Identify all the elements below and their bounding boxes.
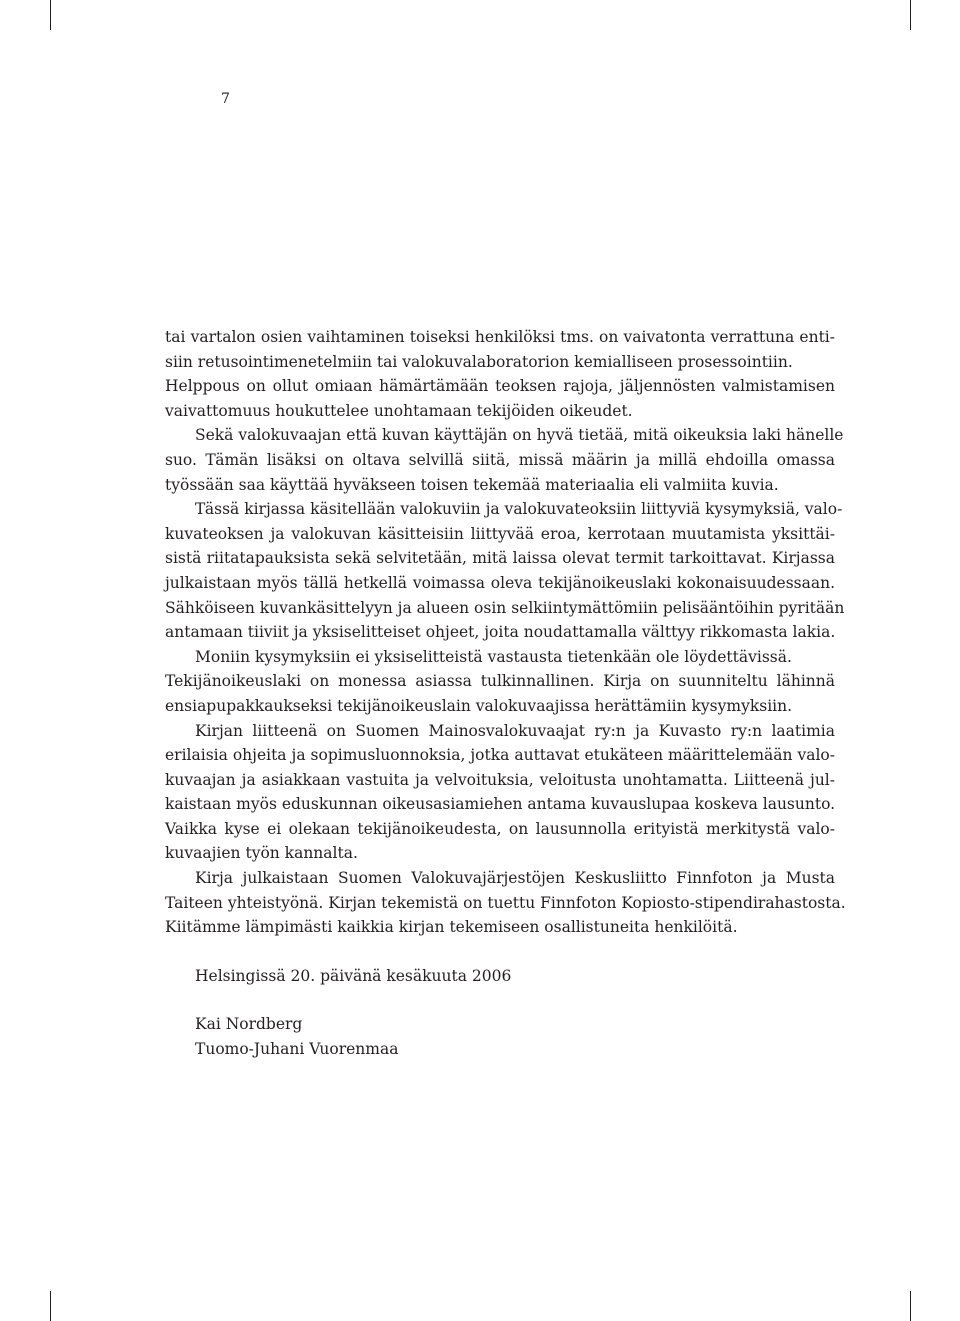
text-line: työssään saa käyttää hyväkseen toisen tekemää materiaalia eli valmiita kuvia.: [165, 475, 779, 494]
paragraph: [165, 866, 846, 940]
text-line: julkaistaan myös tällä hetkellä voimassa oleva tekijänoikeuslaki kokonaisuudessaan.: [165, 573, 835, 592]
place-date: Helsingissä 20. päivänä kesäkuuta 2006: [195, 966, 512, 985]
text-line: antamaan tiiviit ja yksiselitteiset ohjeet, joita noudattamalla välttyy rikkomasta lakia.: [165, 623, 836, 642]
text-line: Sähköiseen kuvankäsittelyyn ja alueen osin selkiintymättömiin pelisääntöihin pyritään: [165, 598, 845, 617]
paragraph: [165, 423, 844, 497]
crop-mark-bottom-left: [50, 1291, 51, 1321]
text-line: Kirja julkaistaan Suomen Valokuvajärjestöjen Keskusliitto Finnfoton ja Musta: [195, 869, 835, 888]
signatory: Tuomo-Juhani Vuorenmaa: [195, 1040, 399, 1059]
text-line: vaivattomuus houkuttelee unohtamaan tekijöiden oikeudet.: [165, 401, 633, 420]
text-line: Kiitämme lämpimästi kaikkia kirjan tekemiseen osallistuneita henkilöitä.: [165, 918, 738, 937]
text-line: suo. Tämän lisäksi on oltava selvillä siitä, missä määrin ja millä ehdoilla omassa: [165, 450, 835, 469]
text-line: erilaisia ohjeita ja sopimusluonnoksia, jotka auttavat etukäteen määrittelemään valo-: [165, 746, 835, 765]
text-line: kuvateoksen ja valokuvan käsitteisiin liittyvää eroa, kerrotaan muutamista yksittäi-: [165, 524, 835, 543]
spacer: [165, 940, 835, 964]
text-line: Helppous on ollut omiaan hämärtämään teoksen rajoja, jäljennösten valmistamisen: [165, 377, 835, 396]
text-line: kaistaan myös eduskunnan oikeusasiamiehen antama kuvauslupaa koskeva lausunto.: [165, 795, 836, 814]
text-line: siin retusointimenetelmiin tai valokuvalaboratorion kemialliseen prosessointiin.: [165, 352, 793, 371]
crop-mark-bottom-right: [910, 1291, 911, 1321]
page-number: 7: [221, 91, 230, 107]
paragraph: [165, 497, 845, 645]
paragraph: [165, 719, 835, 867]
text-line: Kirjan liitteenä on Suomen Mainosvalokuvaajat ry:n ja Kuvasto ry:n laatimia: [195, 721, 835, 740]
text-line: Tekijänoikeuslaki on monessa asiassa tulkinnallinen. Kirja on suunniteltu lähinnä: [165, 672, 835, 691]
text-line: ensiapupakkaukseksi tekijänoikeuslain valokuvaajissa herättämiin kysymyksiin.: [165, 696, 793, 715]
text-line: kuvaajien työn kannalta.: [165, 844, 358, 863]
text-line: tai vartalon osien vaihtaminen toiseksi henkilöksi tms. on vaivatonta verrattuna enti-: [165, 328, 835, 346]
text-line: Sekä valokuvaajan että kuvan käyttäjän on hyvä tietää, mitä oikeuksia laki hänelle: [195, 426, 844, 445]
signatory: Kai Nordberg: [195, 1015, 303, 1034]
text-line: sistä riitatapauksista sekä selvitetään, mitä laissa olevat termit tarkoittavat. Kirjassa: [165, 549, 835, 568]
crop-mark-top-left: [50, 0, 51, 30]
paragraph: [165, 645, 835, 719]
body-text: [165, 325, 846, 1062]
crop-mark-top-right: [910, 0, 911, 30]
text-line: Tässä kirjassa käsitellään valokuviin ja valokuvateoksiin liittyviä kysymyksiä, valo-: [195, 500, 843, 519]
text-line: Moniin kysymyksiin ei yksiselitteistä vastausta tietenkään ole löydettävissä.: [195, 647, 792, 666]
paragraph: [165, 325, 835, 423]
text-line: Vaikka kyse ei olekaan tekijänoikeudesta, on lausunnolla erityistä merkitystä valo-: [165, 819, 835, 838]
text-line: Taiteen yhteistyönä. Kirjan tekemistä on tuettu Finnfoton Kopiosto-stipendirahastosta.: [165, 893, 846, 912]
spacer: [165, 988, 835, 1012]
text-line: kuvaajan ja asiakkaan vastuita ja velvoituksia, veloitusta unohtamatta. Liitteenä jul-: [165, 770, 835, 789]
